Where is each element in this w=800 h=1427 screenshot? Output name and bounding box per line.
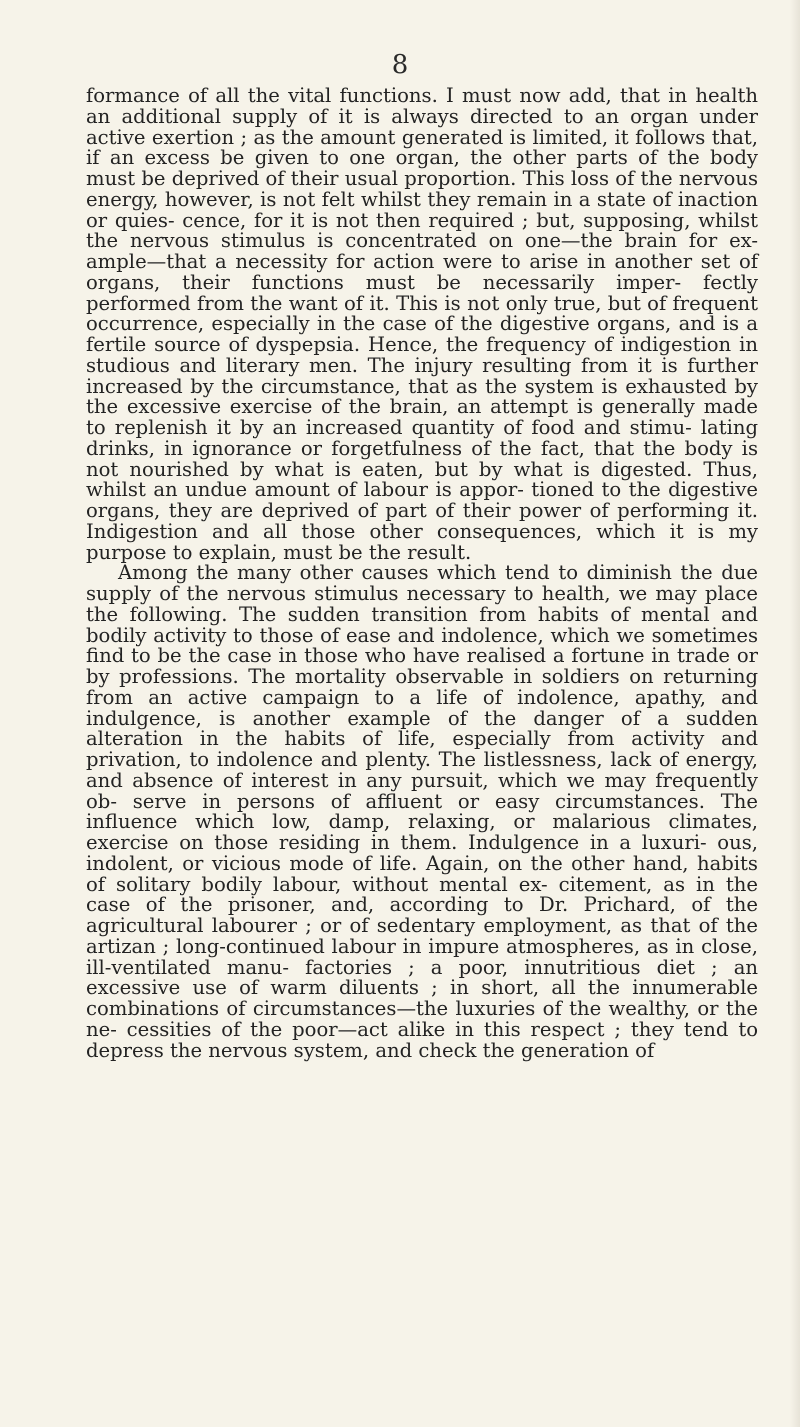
body-text [86,86,758,1061]
page-edge-shadow [790,0,800,1427]
page-number: 8 [391,50,409,80]
paragraph-1: formance of all the vital functions. I must now add, that in health an additional supply of it is always directed to an organ under active exertion ; as the amount generated is limited, it follows that, if an excess be given to one organ, the other parts of the body must be deprived of their usual proportion. This loss of the nervous energy, however, is not felt whilst they remain in a state of inaction or quies- cence, for it is not then required ; but, supposing, whilst the nervous stimulus is concentrated on one—the brain for ex- ample—that a necessity for action were to arise in another set of organs, their functions must be necessarily imper- fectly performed from the want of it. This is not only true, but of frequent occurrence, especially in the case of the digestive organs, and is a fertile source of dyspepsia. Hence, the frequency of indigestion in studious and literary men. The injury resulting from it is further increased by the circumstance, that as the system is exhausted by the excessive exercise of the brain, an attempt is generally made to replenish it by an increased quantity of food and stimu- lating drinks, in ignorance or forgetfulness of the fact, that the body is not nourished by what is eaten, but by what is digested. Thus, whilst an undue amount of labour is appor- tioned to the digestive organs, they are deprived of part of their power of performing it. Indigestion and all those other consequences, which it is my purpose to explain, must be the result. [86,84,758,564]
paragraph-2: Among the many other causes which tend to diminish the due supply of the nervous stimulus necessary to health, we may place the following. The sudden transition from habits of mental and bodily activity to those of ease and indolence, which we sometimes find to be the case in those who have realised a fortune in trade or by professions. The mortality observable in soldiers on returning from an active campaign to a life of indolence, apathy, and indulgence, is another example of the danger of a sudden alteration in the habits of life, especially from activity and privation, to indolence and plenty. The listlessness, lack of energy, and absence of interest in any pursuit, which we may frequently ob- serve in persons of affluent or easy circumstances. The influence which low, damp, relaxing, or malarious climates, exercise on those residing in them. Indulgence in a luxuri- ous, indolent, or vicious mode of life. Again, on the other hand, habits of solitary bodily labour, without mental ex- citement, as in the case of the prisoner, and, according to Dr. Prichard, of the agricultural labourer ; or of sedentary employment, as that of the artizan ; long-continued labour in impure atmospheres, as in close, ill-ventilated manu- factories ; a poor, innutritious diet ; an excessive use of warm diluents ; in short, all the innumerable combinations of circumstances—the luxuries of the wealthy, or the ne- cessities of the poor—act alike in this respect ; they tend to depress the nervous system, and check the generation of [86,561,758,1062]
